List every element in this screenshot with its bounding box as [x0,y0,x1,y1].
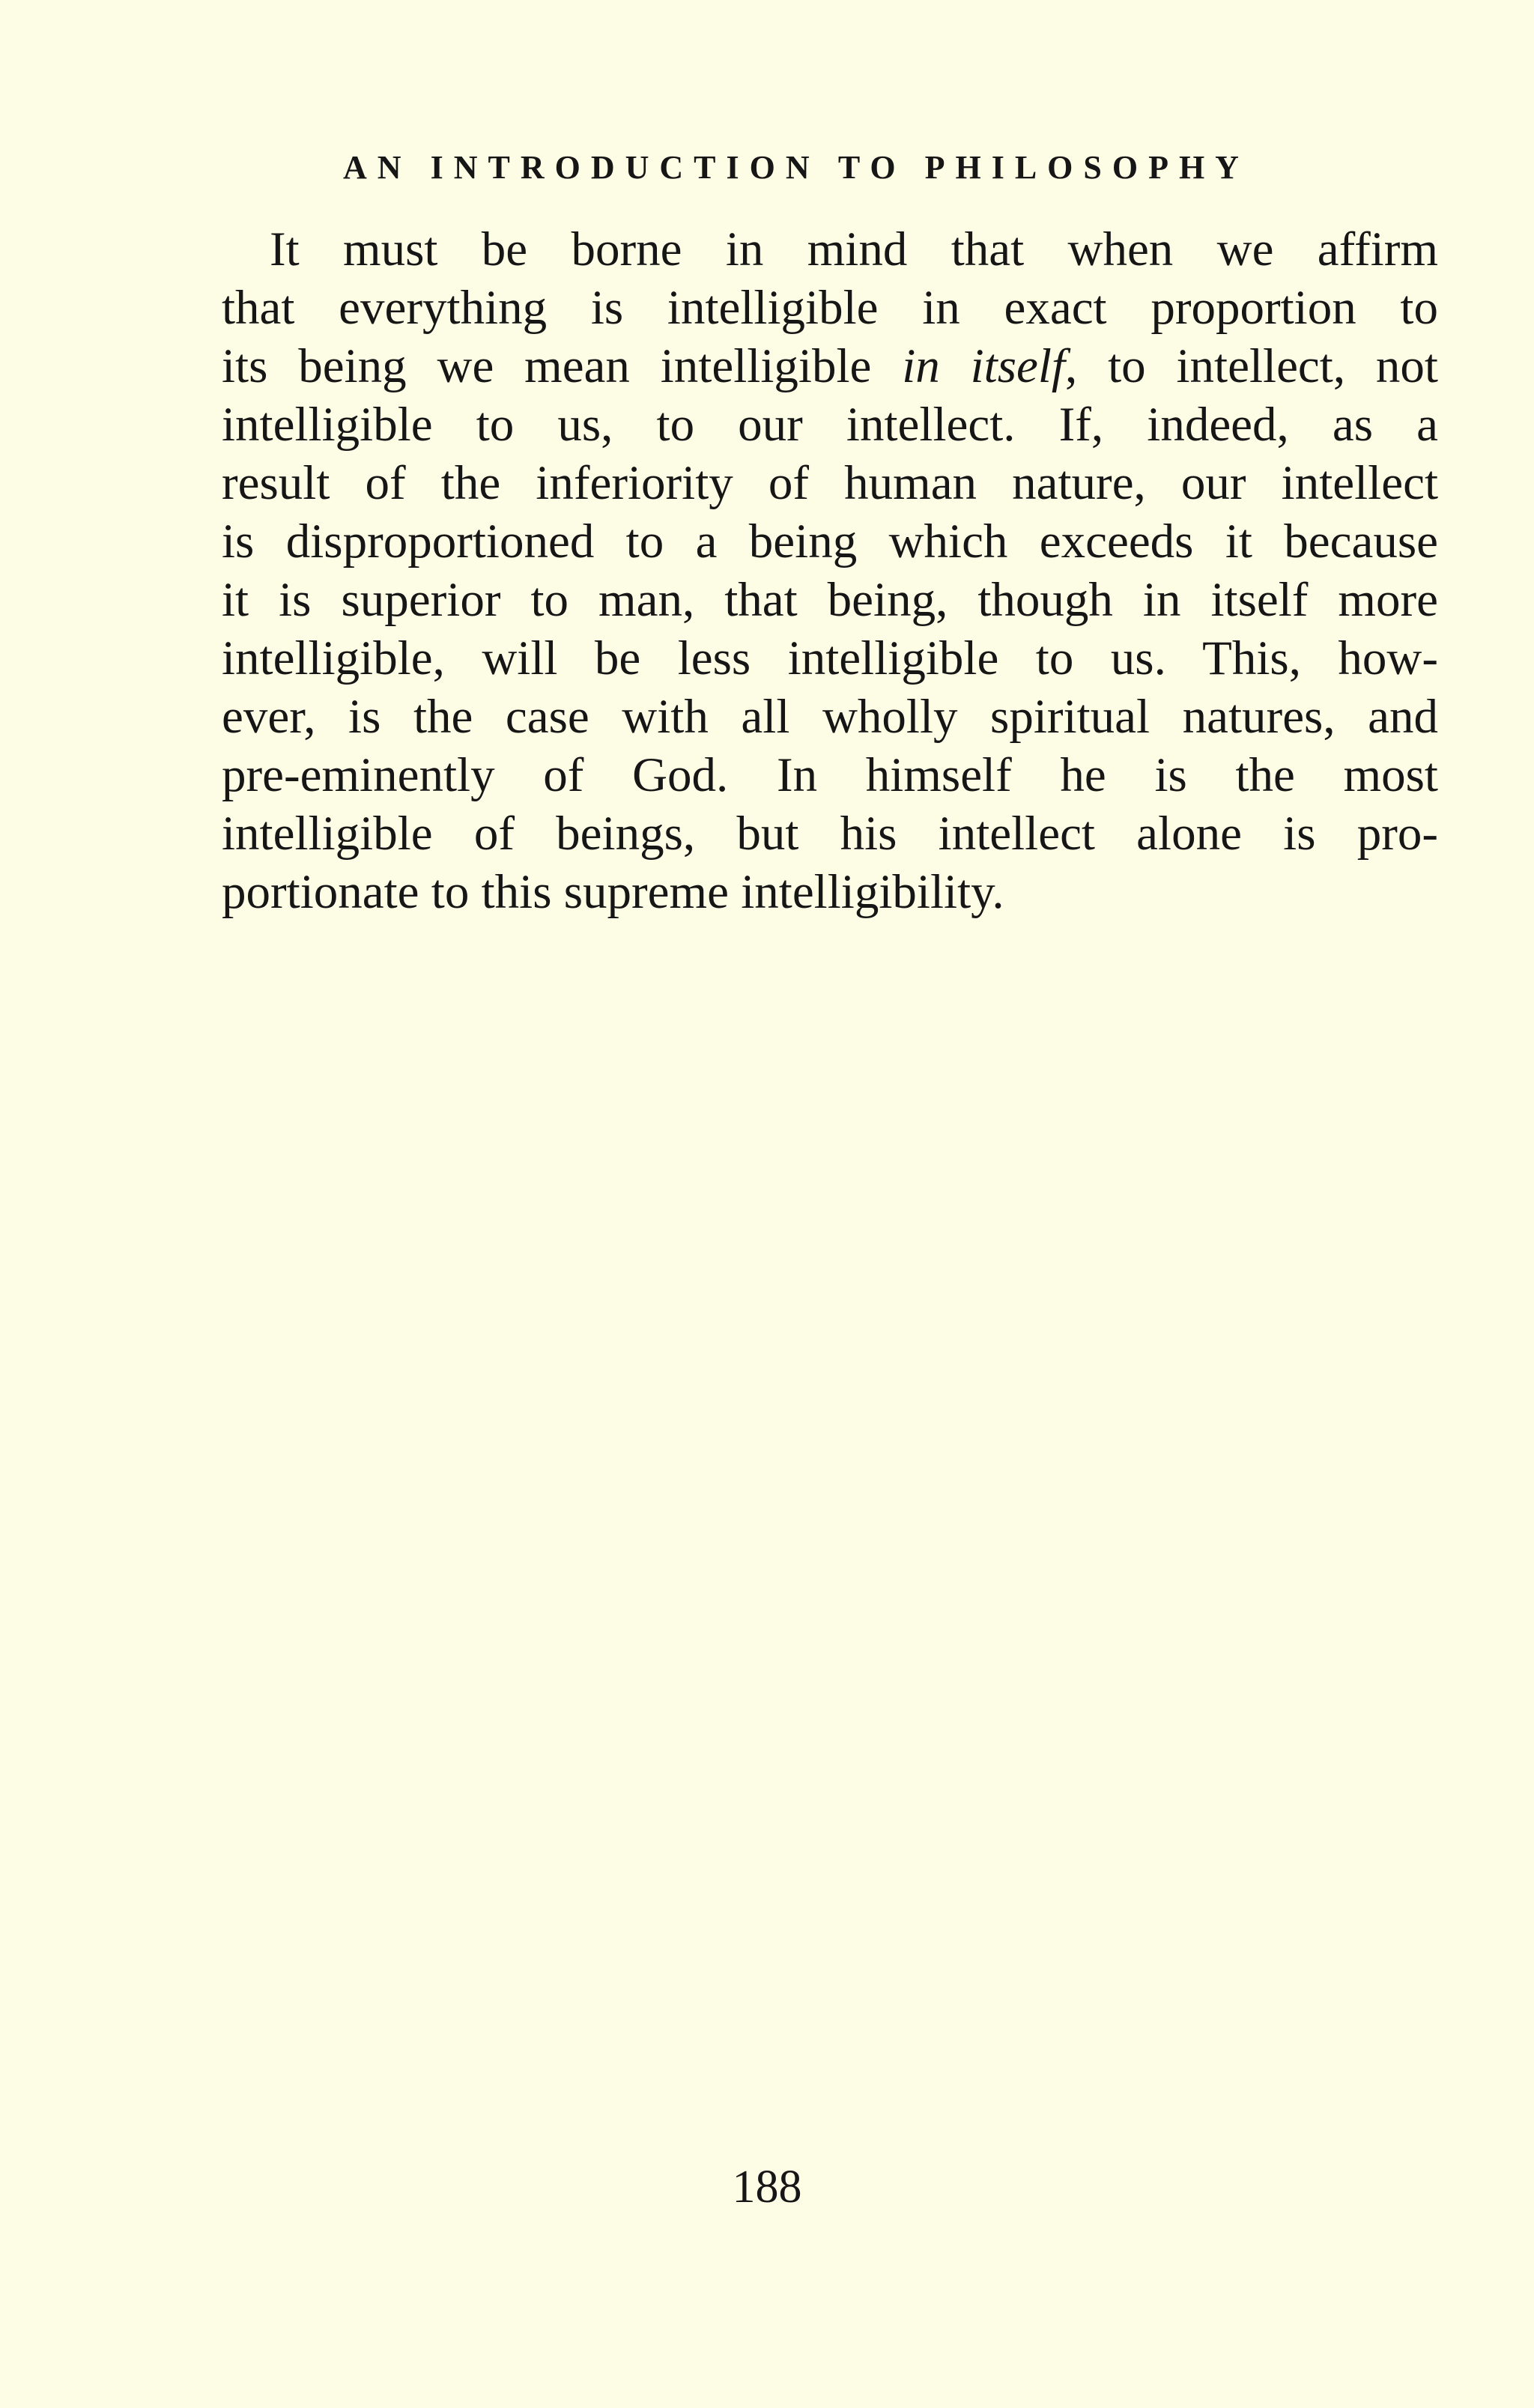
text-line: It must be borne in mind that when we affirm [270,222,1438,276]
text-line: ever, is the case with all wholly spiritual natures, and [222,690,1438,744]
text-line: it is superior to man, that being, though in itself more [222,573,1438,627]
text-line-with-italic [222,337,1438,395]
text-line: intelligible to us, to our intellect. If, indeed, as a [222,398,1438,452]
text-line: is disproportioned to a being which exceeds it because [222,515,1438,568]
text-line: pre-eminently of God. In himself he is the most [222,748,1438,802]
body-paragraph [222,220,1438,921]
text-line: that everything is intelligible in exact proportion to [222,281,1438,335]
text-line: intelligible, will be less intelligible to us. This, how- [222,631,1438,685]
text-line: intelligible of beings, but his intellect alone is pro- [222,807,1438,861]
page-number: 188 [732,2162,802,2213]
italic-phrase: in itself [902,339,1065,393]
text-line: portionate to this supreme intelligibility. [222,865,1004,919]
text-span: its being we mean intelligible [222,339,903,393]
text-line: result of the inferiority of human nature, our intellect [222,456,1438,510]
text-span: , to intellect, not [1065,339,1438,393]
running-head: AN INTRODUCTION TO PHILOSOPHY [343,149,1249,186]
